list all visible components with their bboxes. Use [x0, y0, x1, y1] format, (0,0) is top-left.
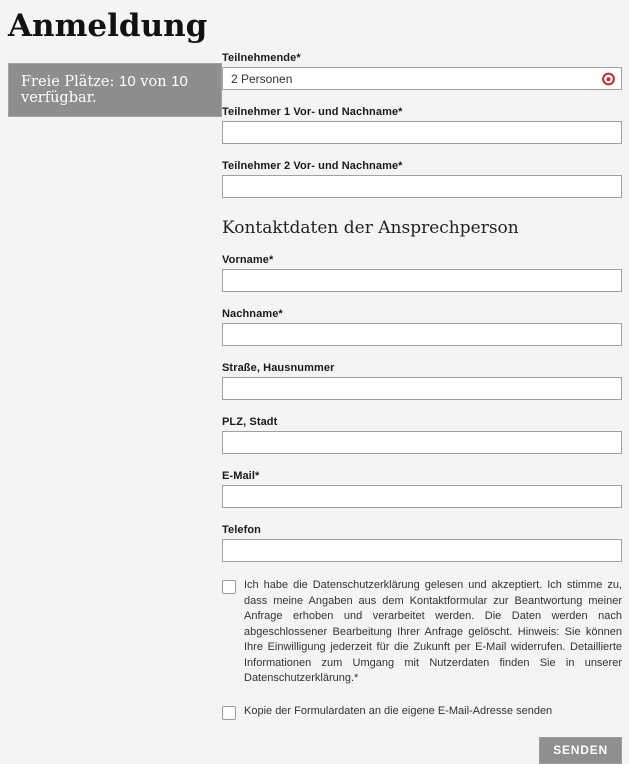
vorname-label: Vorname*	[222, 254, 274, 266]
field-group-vorname	[222, 254, 622, 292]
teilnehmende-input[interactable]	[222, 67, 622, 90]
section-heading: Kontaktdaten der Ansprechperson	[222, 218, 519, 238]
strasse-input[interactable]	[222, 377, 622, 400]
email-label: E-Mail*	[222, 470, 260, 482]
availability-badge	[8, 63, 222, 117]
field-group-email	[222, 470, 622, 508]
strasse-label: Straße, Hausnummer	[222, 362, 335, 374]
field-group-teilnehmende	[222, 52, 622, 90]
field-group-teilnehmer2	[222, 160, 622, 198]
privacy-checkbox-label[interactable]: Ich habe die Datenschutzerklärung gelesen und akzeptiert. Ich stimme zu, dass meine Angaben aus dem Kontaktformular zur Beantwortung meiner Anfrage erhoben und verarbeitet werden. Die Daten werden nach abgeschlossener Bearbeitung Ihrer Anfrage gelöscht. Hinweis: Sie können Ihre Einwilligung jederzeit für die Zukunft per E-Mail widerrufen. Detaillierte Informationen zum Umgang mit Nutzerdaten finden Sie in unserer Datenschutzerklärung.*	[244, 579, 622, 684]
page-title: Anmeldung	[8, 8, 208, 44]
submit-row	[222, 737, 622, 764]
sidebar-column	[8, 52, 222, 764]
copy-checkbox-row	[222, 704, 622, 720]
privacy-checkbox[interactable]	[222, 580, 236, 594]
availability-connector: von	[140, 74, 167, 90]
plz-stadt-input[interactable]	[222, 431, 622, 454]
privacy-checkbox-row	[222, 578, 622, 687]
vorname-input[interactable]	[222, 269, 622, 292]
teilnehmer2-label: Teilnehmer 2 Vor- und Nachname*	[222, 160, 403, 172]
teilnehmende-input-wrap	[222, 67, 622, 90]
telefon-input[interactable]	[222, 539, 622, 562]
availability-prefix: Freie Plätze:	[21, 74, 115, 90]
field-group-plz-stadt	[222, 416, 622, 454]
copy-checkbox[interactable]	[222, 706, 236, 720]
field-group-teilnehmer1	[222, 106, 622, 144]
email-input[interactable]	[222, 485, 622, 508]
field-group-strasse	[222, 362, 622, 400]
validation-error-icon	[602, 72, 615, 85]
teilnehmer2-input[interactable]	[222, 175, 622, 198]
teilnehmer1-label: Teilnehmer 1 Vor- und Nachname*	[222, 106, 403, 118]
content-row	[8, 52, 622, 764]
availability-total: 10	[171, 73, 188, 90]
copy-checkbox-label[interactable]: Kopie der Formulardaten an die eigene E-Mail-Adresse senden	[244, 704, 553, 717]
field-group-nachname	[222, 308, 622, 346]
send-button[interactable]: SENDEN	[539, 737, 622, 764]
teilnehmer1-input[interactable]	[222, 121, 622, 144]
registration-form	[222, 52, 622, 764]
nachname-input[interactable]	[222, 323, 622, 346]
plz-stadt-label: PLZ, Stadt	[222, 416, 278, 428]
availability-count: 10	[118, 73, 136, 90]
availability-suffix: verfügbar.	[21, 90, 97, 106]
telefon-label: Telefon	[222, 524, 261, 536]
teilnehmende-label: Teilnehmende*	[222, 52, 301, 64]
field-group-telefon	[222, 524, 622, 562]
nachname-label: Nachname*	[222, 308, 283, 320]
